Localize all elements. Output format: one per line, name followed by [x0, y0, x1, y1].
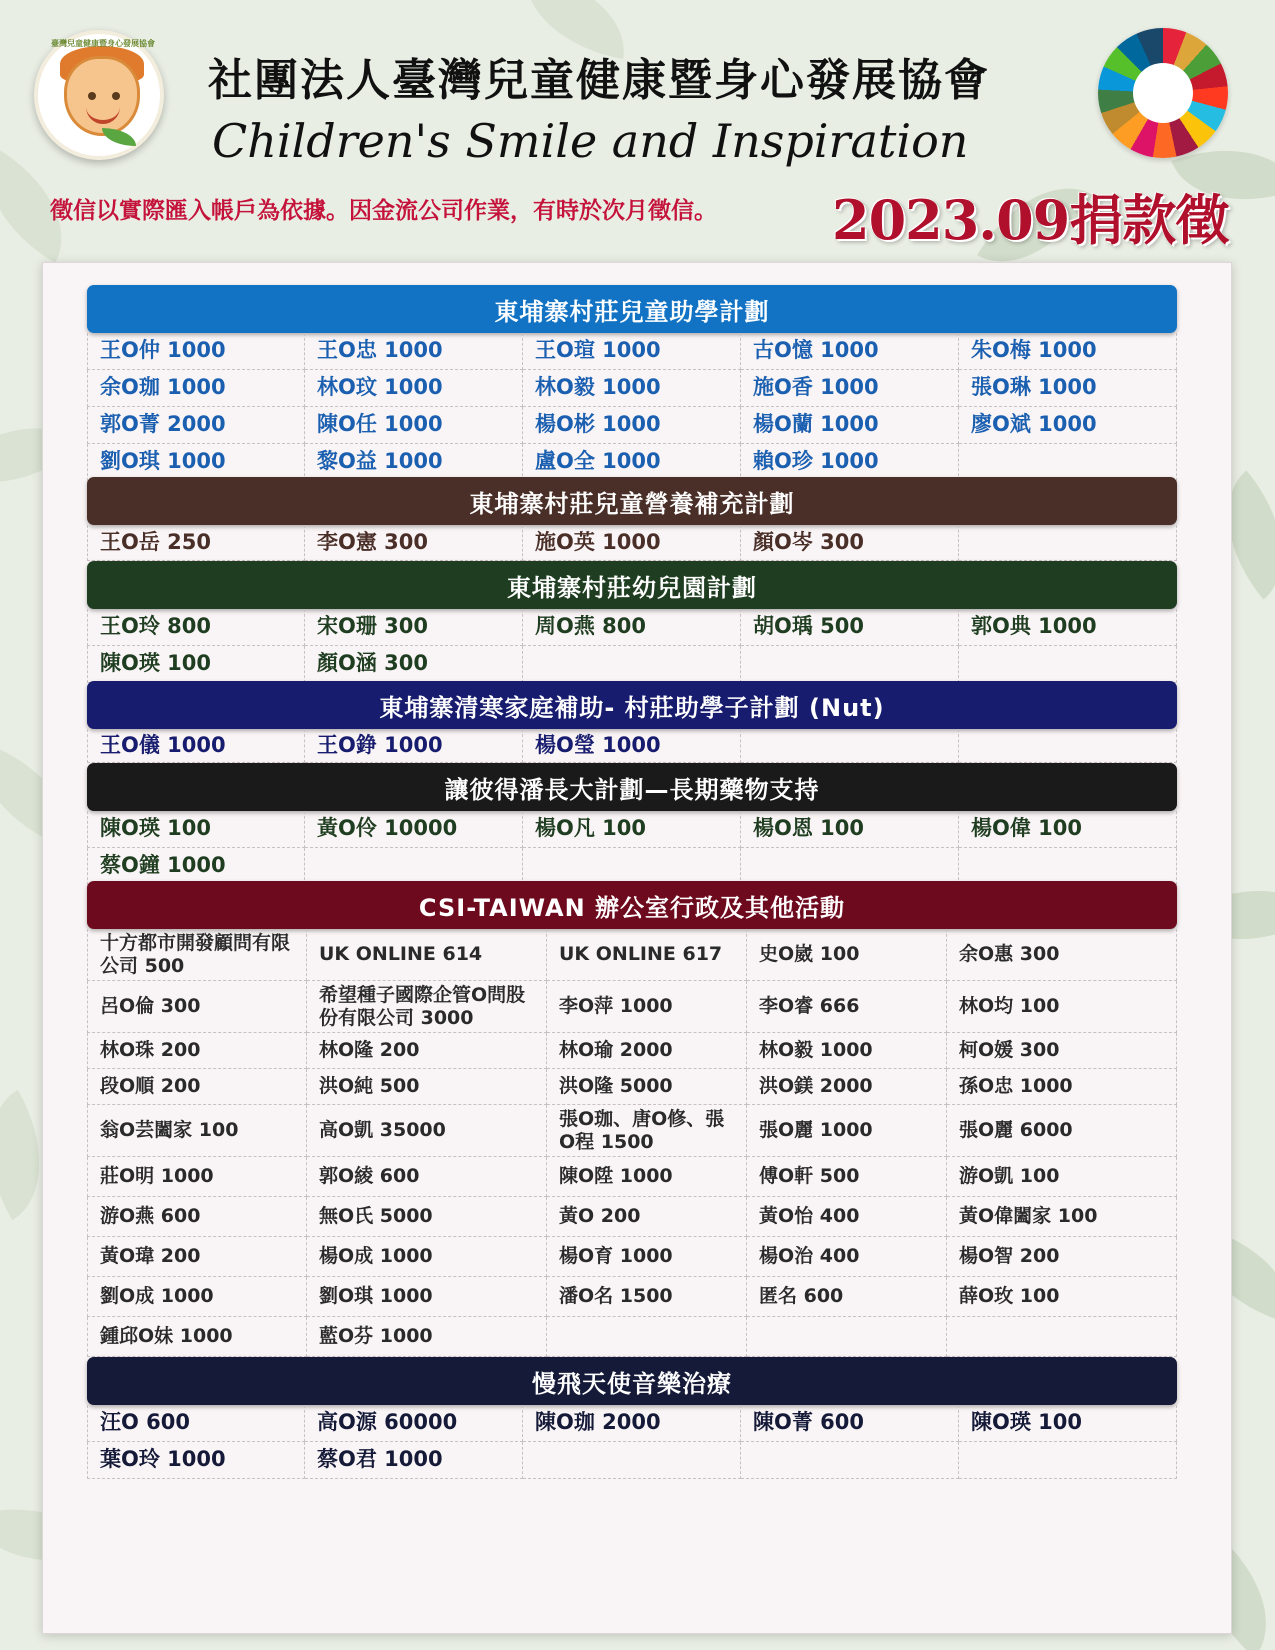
- donor-entry: 王O玲 800: [87, 609, 305, 646]
- donor-entry: 陳O珈 2000: [523, 1405, 741, 1442]
- donor-entry: 林O毅 1000: [523, 370, 741, 407]
- donor-entry: 余O惠 300: [947, 929, 1177, 981]
- org-name-en: Children's Smile and Inspiration: [212, 114, 969, 168]
- empty-cell: [959, 444, 1177, 481]
- empty-cell: [741, 646, 959, 683]
- donor-entry: 黎O益 1000: [305, 444, 523, 481]
- donor-entry: 楊O瑩 1000: [523, 729, 741, 763]
- donor-entry: 王O忠 1000: [305, 333, 523, 370]
- donor-entry: 楊O成 1000: [307, 1237, 547, 1277]
- empty-cell: [305, 848, 523, 885]
- section-header: CSI-TAIWAN 辦公室行政及其他活動: [87, 881, 1177, 929]
- empty-cell: [959, 646, 1177, 683]
- donor-entry: 段O順 200: [87, 1069, 307, 1105]
- donor-entry: 林O隆 200: [307, 1033, 547, 1069]
- section-village-education: [87, 285, 1177, 481]
- donor-entry: 顏O岑 300: [741, 525, 959, 561]
- section-music-therapy: [87, 1357, 1177, 1479]
- donor-entry: 游O凱 100: [947, 1157, 1177, 1197]
- donor-entry: 李O萍 1000: [547, 981, 747, 1033]
- empty-cell: [959, 525, 1177, 561]
- empty-cell: [959, 848, 1177, 885]
- donor-entry: UK ONLINE 617: [547, 929, 747, 981]
- donor-entry: 王O仲 1000: [87, 333, 305, 370]
- donor-entry: 薛O玫 100: [947, 1277, 1177, 1317]
- empty-cell: [947, 1317, 1177, 1357]
- donor-entry: 匿名 600: [747, 1277, 947, 1317]
- empty-cell: [741, 848, 959, 885]
- donor-entry: 潘O名 1500: [547, 1277, 747, 1317]
- empty-cell: [523, 848, 741, 885]
- donor-entry: 李O憲 300: [305, 525, 523, 561]
- donor-entry: 郭O菁 2000: [87, 407, 305, 444]
- donor-entry: 楊O智 200: [947, 1237, 1177, 1277]
- empty-cell: [747, 1317, 947, 1357]
- notice-text: 徵信以實際匯入帳戶為依據。因金流公司作業，有時於次月徵信。: [50, 198, 717, 224]
- donor-entry: 顏O涵 300: [305, 646, 523, 683]
- donor-entry: 李O睿 666: [747, 981, 947, 1033]
- section-poor-family-nut: [87, 681, 1177, 763]
- section-office-admin: [87, 881, 1177, 1357]
- donor-entry: 郭O典 1000: [959, 609, 1177, 646]
- section-header: 東埔寨清寒家庭補助- 村莊助學子計劃 (Nut): [87, 681, 1177, 729]
- donor-entry: 余O珈 1000: [87, 370, 305, 407]
- donor-entry: 楊O凡 100: [523, 811, 741, 848]
- donor-entry: 林O玟 1000: [305, 370, 523, 407]
- donor-entry: 劉O琪 1000: [307, 1277, 547, 1317]
- empty-cell: [741, 1442, 959, 1479]
- donor-entry: 陳O瑛 100: [87, 646, 305, 683]
- donor-entry: 張O珈、唐O修、張O程 1500: [547, 1105, 747, 1157]
- section-header: 東埔寨村莊兒童營養補充計劃: [87, 477, 1177, 525]
- donor-entry: 張O麗 1000: [747, 1105, 947, 1157]
- donor-entry: 楊O蘭 1000: [741, 407, 959, 444]
- donor-entry: 孫O忠 1000: [947, 1069, 1177, 1105]
- section-header: 慢飛天使音樂治療: [87, 1357, 1177, 1405]
- donor-entry: 黃O伶 10000: [305, 811, 523, 848]
- donor-entry: 莊O明 1000: [87, 1157, 307, 1197]
- donor-entry: 楊O治 400: [747, 1237, 947, 1277]
- donor-entry: UK ONLINE 614: [307, 929, 547, 981]
- section-header: 東埔寨村莊兒童助學計劃: [87, 285, 1177, 333]
- donor-entry: 楊O育 1000: [547, 1237, 747, 1277]
- donor-entry: 十方都市開發顧問有限公司 500: [87, 929, 307, 981]
- donor-grid: [87, 811, 1177, 885]
- donor-entry: 張O琳 1000: [959, 370, 1177, 407]
- donor-entry: 劉O成 1000: [87, 1277, 307, 1317]
- donor-grid: [87, 729, 1177, 763]
- donor-entry: 柯O媛 300: [947, 1033, 1177, 1069]
- donor-entry: 洪O隆 5000: [547, 1069, 747, 1105]
- donor-entry: 黃O偉闔家 100: [947, 1197, 1177, 1237]
- empty-cell: [959, 1442, 1177, 1479]
- logo-ring-text: 臺灣兒童健康暨身心發展協會: [51, 39, 155, 48]
- donor-entry: 廖O斌 1000: [959, 407, 1177, 444]
- donor-entry: 陳O瑛 100: [959, 1405, 1177, 1442]
- donor-entry: 楊O彬 1000: [523, 407, 741, 444]
- donor-entry: 傅O軒 500: [747, 1157, 947, 1197]
- donor-entry: 施O英 1000: [523, 525, 741, 561]
- donor-entry: 王O錚 1000: [305, 729, 523, 763]
- donor-entry: 王O瑄 1000: [523, 333, 741, 370]
- empty-cell: [523, 1442, 741, 1479]
- section-peter-pan: [87, 763, 1177, 885]
- donor-entry: 林O毅 1000: [747, 1033, 947, 1069]
- empty-cell: [547, 1317, 747, 1357]
- donor-entry: 王O岳 250: [87, 525, 305, 561]
- donor-entry: 蔡O君 1000: [305, 1442, 523, 1479]
- donor-entry: 翁O芸闔家 100: [87, 1105, 307, 1157]
- page-header: [0, 0, 1275, 258]
- donor-grid: [87, 1405, 1177, 1479]
- donor-entry: 鍾邱O妹 1000: [87, 1317, 307, 1357]
- donor-entry: 黃O瑋 200: [87, 1237, 307, 1277]
- org-name-cn: 社團法人臺灣兒童健康暨身心發展協會: [208, 55, 990, 106]
- donor-entry: 希望種子國際企管O問股份有限公司 3000: [307, 981, 547, 1033]
- donor-entry: 高O源 60000: [305, 1405, 523, 1442]
- donor-entry: 陳O陞 1000: [547, 1157, 747, 1197]
- page-title: 2023.09捐款徵: [832, 188, 1229, 252]
- donor-entry: 陳O任 1000: [305, 407, 523, 444]
- donor-entry: 葉O玲 1000: [87, 1442, 305, 1479]
- empty-cell: [959, 729, 1177, 763]
- donor-entry: 無O氏 5000: [307, 1197, 547, 1237]
- donor-entry: 呂O倫 300: [87, 981, 307, 1033]
- empty-cell: [741, 729, 959, 763]
- donor-entry: 汪O 600: [87, 1405, 305, 1442]
- donor-entry: 林O均 100: [947, 981, 1177, 1033]
- sdg-wheel-icon: [1098, 28, 1228, 158]
- donor-grid: [87, 333, 1177, 481]
- donor-entry: 陳O瑛 100: [87, 811, 305, 848]
- section-village-nutrition: [87, 477, 1177, 561]
- donor-entry: 蔡O鐘 1000: [87, 848, 305, 885]
- empty-cell: [523, 646, 741, 683]
- donor-entry: 劉O琪 1000: [87, 444, 305, 481]
- donor-entry: 盧O全 1000: [523, 444, 741, 481]
- donor-entry: 賴O珍 1000: [741, 444, 959, 481]
- donor-entry: 陳O菁 600: [741, 1405, 959, 1442]
- child-face-logo-icon: [34, 30, 164, 160]
- donor-entry: 高O凱 35000: [307, 1105, 547, 1157]
- donor-entry: 施O香 1000: [741, 370, 959, 407]
- section-header: 讓彼得潘長大計劃—長期藥物支持: [87, 763, 1177, 811]
- donor-entry: 林O珠 200: [87, 1033, 307, 1069]
- donor-entry: 洪O鎂 2000: [747, 1069, 947, 1105]
- section-kindergarten: [87, 561, 1177, 683]
- section-header: 東埔寨村莊幼兒園計劃: [87, 561, 1177, 609]
- donor-entry: 史O崴 100: [747, 929, 947, 981]
- donor-grid: [87, 609, 1177, 683]
- donor-entry: 楊O偉 100: [959, 811, 1177, 848]
- donor-entry: 藍O芬 1000: [307, 1317, 547, 1357]
- donor-entry: 洪O純 500: [307, 1069, 547, 1105]
- donor-entry: 郭O綾 600: [307, 1157, 547, 1197]
- donor-entry: 張O麗 6000: [947, 1105, 1177, 1157]
- donor-entry: 朱O梅 1000: [959, 333, 1177, 370]
- donor-entry: 王O儀 1000: [87, 729, 305, 763]
- donor-entry: 黃O 200: [547, 1197, 747, 1237]
- donor-entry: 古O憶 1000: [741, 333, 959, 370]
- donation-list-card: [42, 262, 1232, 1634]
- donor-entry: 林O瑜 2000: [547, 1033, 747, 1069]
- donor-grid: [87, 525, 1177, 561]
- donor-entry: 黃O怡 400: [747, 1197, 947, 1237]
- donor-entry: 周O燕 800: [523, 609, 741, 646]
- donor-entry: 宋O珊 300: [305, 609, 523, 646]
- donor-entry: 胡O瑀 500: [741, 609, 959, 646]
- donor-entry: 游O燕 600: [87, 1197, 307, 1237]
- donor-grid: [87, 929, 1177, 1357]
- donor-entry: 楊O恩 100: [741, 811, 959, 848]
